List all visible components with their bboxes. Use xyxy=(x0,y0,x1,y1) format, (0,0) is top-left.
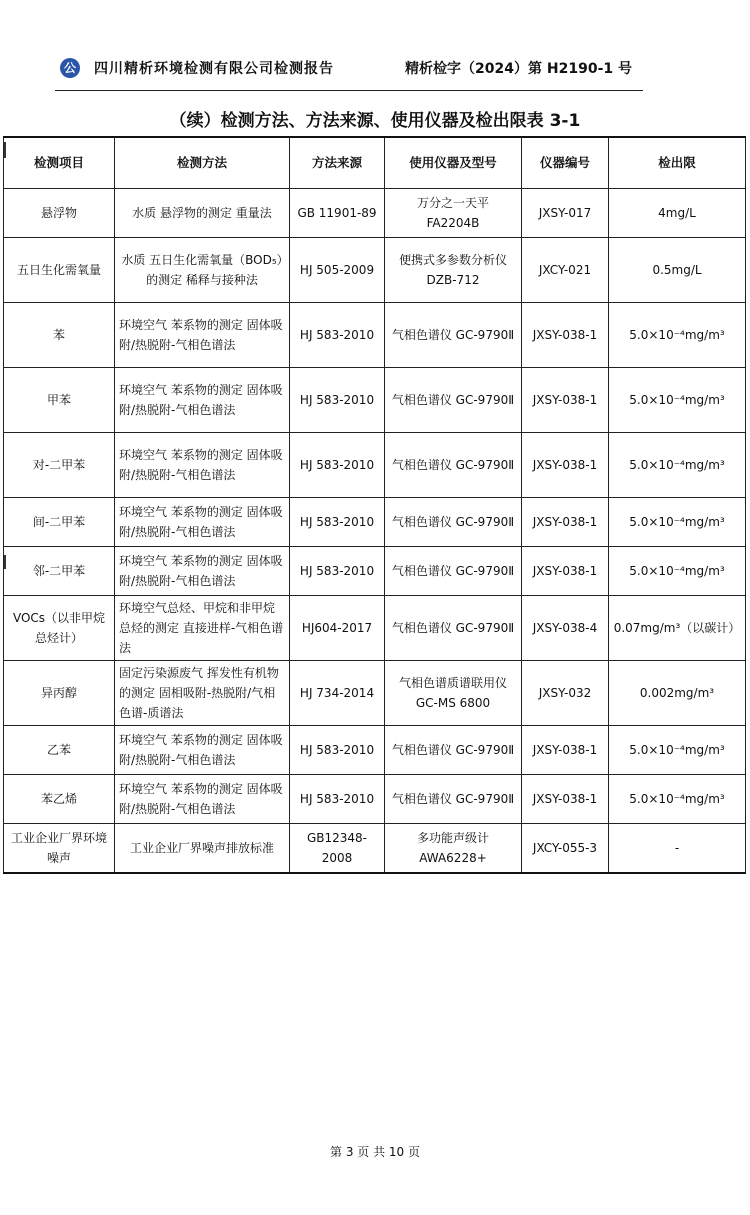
cell-method: 环境空气 苯系物的测定 固体吸附/热脱附-气相色谱法 xyxy=(115,368,290,433)
cell-limit: 5.0×10⁻⁴mg/m³ xyxy=(609,368,746,433)
cell-source: HJ 583-2010 xyxy=(290,547,385,596)
cell-item: 悬浮物 xyxy=(4,189,115,238)
cell-method: 环境空气总烃、甲烷和非甲烷总烃的测定 直接进样-气相色谱法 xyxy=(115,596,290,661)
cell-source: HJ604-2017 xyxy=(290,596,385,661)
cell-instrument: 气相色谱质谱联用仪 GC-MS 6800 xyxy=(385,661,522,726)
table-row xyxy=(4,596,746,661)
table-row xyxy=(4,661,746,726)
cell-number: JXSY-017 xyxy=(522,189,609,238)
cell-limit: 0.002mg/m³ xyxy=(609,661,746,726)
table-row xyxy=(4,547,746,596)
table-row xyxy=(4,726,746,775)
cell-instrument: 气相色谱仪 GC-9790Ⅱ xyxy=(385,547,522,596)
cell-item: 对-二甲苯 xyxy=(4,433,115,498)
col-header-item: 检测项目 xyxy=(4,137,115,189)
cell-source: HJ 583-2010 xyxy=(290,775,385,824)
cell-instrument: 气相色谱仪 GC-9790Ⅱ xyxy=(385,775,522,824)
cell-item: 苯 xyxy=(4,303,115,368)
cell-number: JXSY-038-1 xyxy=(522,433,609,498)
cell-source: HJ 734-2014 xyxy=(290,661,385,726)
cell-limit: 5.0×10⁻⁴mg/m³ xyxy=(609,498,746,547)
cell-item: 间-二甲苯 xyxy=(4,498,115,547)
table-row xyxy=(4,238,746,303)
table-row xyxy=(4,433,746,498)
cell-method: 工业企业厂界噪声排放标准 xyxy=(115,824,290,874)
cell-item: 异丙醇 xyxy=(4,661,115,726)
cell-number: JXSY-038-1 xyxy=(522,498,609,547)
table-row xyxy=(4,775,746,824)
cell-instrument: 万分之一天平 FA2204B xyxy=(385,189,522,238)
cell-method: 环境空气 苯系物的测定 固体吸附/热脱附-气相色谱法 xyxy=(115,547,290,596)
cell-instrument: 便携式多参数分析仪 DZB-712 xyxy=(385,238,522,303)
cell-method: 环境空气 苯系物的测定 固体吸附/热脱附-气相色谱法 xyxy=(115,775,290,824)
cell-item: 工业企业厂界环境噪声 xyxy=(4,824,115,874)
cell-number: JXSY-038-1 xyxy=(522,368,609,433)
col-header-method: 检测方法 xyxy=(115,137,290,189)
cell-item: 邻-二甲苯 xyxy=(4,547,115,596)
cell-source: HJ 583-2010 xyxy=(290,726,385,775)
cell-source: HJ 583-2010 xyxy=(290,433,385,498)
cell-number: JXSY-038-1 xyxy=(522,303,609,368)
table-row xyxy=(4,303,746,368)
company-logo-icon: 公 xyxy=(60,58,80,78)
cell-limit: - xyxy=(609,824,746,874)
cell-limit: 5.0×10⁻⁴mg/m³ xyxy=(609,726,746,775)
cell-number: JXCY-055-3 xyxy=(522,824,609,874)
cell-limit: 4mg/L xyxy=(609,189,746,238)
cell-method: 环境空气 苯系物的测定 固体吸附/热脱附-气相色谱法 xyxy=(115,303,290,368)
header-divider xyxy=(55,90,643,91)
cell-number: JXSY-038-1 xyxy=(522,775,609,824)
cell-limit: 0.5mg/L xyxy=(609,238,746,303)
cell-limit: 5.0×10⁻⁴mg/m³ xyxy=(609,775,746,824)
cell-source: HJ 583-2010 xyxy=(290,498,385,547)
cell-number: JXSY-038-4 xyxy=(522,596,609,661)
cell-method: 水质 五日生化需氧量（BOD₅）的测定 稀释与接种法 xyxy=(115,238,290,303)
cell-method: 水质 悬浮物的测定 重量法 xyxy=(115,189,290,238)
cell-number: JXSY-032 xyxy=(522,661,609,726)
cell-instrument: 气相色谱仪 GC-9790Ⅱ xyxy=(385,433,522,498)
cell-source: HJ 505-2009 xyxy=(290,238,385,303)
col-header-instrument: 使用仪器及型号 xyxy=(385,137,522,189)
table-row xyxy=(4,824,746,874)
cell-instrument: 多功能声级计 AWA6228+ xyxy=(385,824,522,874)
cell-source: HJ 583-2010 xyxy=(290,303,385,368)
cell-item: 五日生化需氧量 xyxy=(4,238,115,303)
table-title: （续）检测方法、方法来源、使用仪器及检出限表 3-1 xyxy=(169,111,581,131)
page-number: 第 3 页 共 10 页 xyxy=(330,1145,420,1159)
cell-source: GB12348-2008 xyxy=(290,824,385,874)
cell-limit: 5.0×10⁻⁴mg/m³ xyxy=(609,547,746,596)
cell-instrument: 气相色谱仪 GC-9790Ⅱ xyxy=(385,368,522,433)
cell-method: 固定污染源废气 挥发性有机物的测定 固相吸附-热脱附/气相色谱-质谱法 xyxy=(115,661,290,726)
cell-item: 乙苯 xyxy=(4,726,115,775)
cell-number: JXCY-021 xyxy=(522,238,609,303)
cell-limit: 0.07mg/m³（以碳计） xyxy=(609,596,746,661)
cell-method: 环境空气 苯系物的测定 固体吸附/热脱附-气相色谱法 xyxy=(115,433,290,498)
cell-method: 环境空气 苯系物的测定 固体吸附/热脱附-气相色谱法 xyxy=(115,726,290,775)
cell-instrument: 气相色谱仪 GC-9790Ⅱ xyxy=(385,498,522,547)
cell-limit: 5.0×10⁻⁴mg/m³ xyxy=(609,433,746,498)
company-name: 四川精析环境检测有限公司检测报告 xyxy=(94,61,334,77)
cell-item: VOCs（以非甲烷总烃计） xyxy=(4,596,115,661)
report-header xyxy=(60,52,640,86)
col-header-number: 仪器编号 xyxy=(522,137,609,189)
methods-table xyxy=(3,136,746,874)
cell-limit: 5.0×10⁻⁴mg/m³ xyxy=(609,303,746,368)
cell-instrument: 气相色谱仪 GC-9790Ⅱ xyxy=(385,303,522,368)
cell-item: 苯乙烯 xyxy=(4,775,115,824)
cell-number: JXSY-038-1 xyxy=(522,726,609,775)
col-header-source: 方法来源 xyxy=(290,137,385,189)
cell-method: 环境空气 苯系物的测定 固体吸附/热脱附-气相色谱法 xyxy=(115,498,290,547)
cell-source: HJ 583-2010 xyxy=(290,368,385,433)
table-row xyxy=(4,498,746,547)
table-row xyxy=(4,368,746,433)
cell-item: 甲苯 xyxy=(4,368,115,433)
cell-instrument: 气相色谱仪 GC-9790Ⅱ xyxy=(385,596,522,661)
report-number: 精析检字（2024）第 H2190-1 号 xyxy=(405,61,632,77)
cell-number: JXSY-038-1 xyxy=(522,547,609,596)
col-header-limit: 检出限 xyxy=(609,137,746,189)
table-header-row xyxy=(4,137,746,189)
cell-instrument: 气相色谱仪 GC-9790Ⅱ xyxy=(385,726,522,775)
table-row xyxy=(4,189,746,238)
cell-source: GB 11901-89 xyxy=(290,189,385,238)
